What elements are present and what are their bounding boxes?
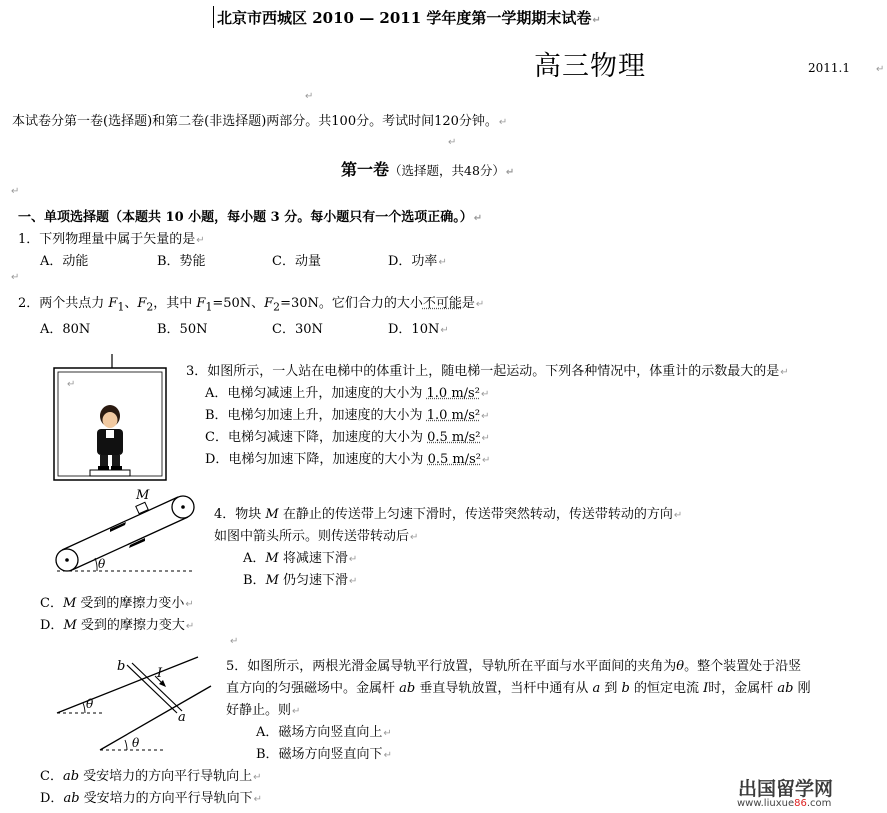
q3-option-d: D．电梯匀加速下降，加速度的大小为 0.5 m/s²↵	[205, 452, 491, 467]
q1-option-c: C．动量	[272, 254, 321, 269]
question-5-stem: 5．如图所示，两根光滑金属导轨平行放置，导轨所在平面与水平面间的夹角为θ。整个装置处于沿竖	[226, 659, 802, 674]
q1-option-d: D．功率↵	[388, 254, 447, 269]
question-3-stem: 3．如图所示，一人站在电梯中的体重计上，随电梯一起运动。下列各种情况中，体重计的示数最大的是↵	[186, 364, 789, 379]
q4-option-d: D．M 受到的摩擦力变大↵	[40, 618, 195, 633]
q5-option-a: A．磁场方向竖直向上↵	[256, 725, 392, 740]
fig5-theta-label-2: θ	[132, 736, 140, 750]
q4-option-c: C．M 受到的摩擦力变小↵	[40, 596, 194, 611]
text-cursor	[213, 6, 214, 28]
q4-option-b: B．M 仍匀速下滑↵	[243, 573, 358, 588]
fig4-theta-label: θ	[98, 557, 106, 571]
paragraph-mark: ↵	[67, 379, 76, 390]
q3-option-a: A．电梯匀减速上升，加速度的大小为 1.0 m/s²↵	[205, 386, 490, 401]
volume-title: 第一卷（选择题，共48分）↵	[341, 160, 515, 179]
intro-text: 本试卷分第一卷(选择题)和第二卷(非选择题)两部分。共100分。考试时间120分钟。↵	[12, 114, 508, 129]
q2-option-b: B．50N	[157, 322, 208, 337]
subject-title: 高三物理	[534, 51, 646, 82]
paragraph-mark: ↵	[11, 272, 20, 283]
fig5-a-label: a	[178, 710, 186, 725]
fig4-m-label: M	[136, 488, 150, 503]
fig5-current-label: I	[157, 666, 163, 681]
question-2-stem: 2．两个共点力 $F_1$、$F_2$，其中 $F_1=50N$、$F_2=30N$。它们合力的大小不可能是↵	[18, 296, 485, 314]
q3-option-b: B．电梯匀加速上升，加速度的大小为 1.0 m/s²↵	[205, 408, 490, 423]
fig5-theta-label-1: θ	[86, 697, 94, 711]
q5-option-c: C．ab 受安培力的方向平行导轨向上↵	[40, 769, 262, 784]
q3-option-c: C．电梯匀减速下降，加速度的大小为 0.5 m/s²↵	[205, 430, 490, 445]
q5-option-d: D．ab 受安培力的方向平行导轨向下↵	[40, 791, 263, 806]
conveyor-belt-figure	[55, 485, 215, 580]
q2-option-a: A．80N	[40, 322, 91, 337]
elevator-figure	[50, 352, 170, 484]
paragraph-mark: ↵	[305, 91, 314, 102]
fig5-b-label: b	[117, 659, 126, 674]
q2-option-c: C．30N	[272, 322, 323, 337]
watermark-url: www.liuxue86.com	[737, 798, 832, 809]
exam-date: 2011.1 ↵	[808, 61, 885, 75]
section-heading: 一、单项选择题（本题共 10 小题，每小题 3 分。每小题只有一个选项正确。）↵	[18, 210, 483, 225]
q2-option-d: D．10N↵	[388, 322, 449, 337]
q5-option-b: B．磁场方向竖直向下↵	[256, 747, 392, 762]
paragraph-mark: ↵	[448, 137, 457, 148]
question-5-stem-line2: 直方向的匀强磁场中。金属杆 ab 垂直导轨放置，当杆中通有从 a 到 b 的恒定电流 I时，金属杆 ab 刚	[226, 681, 811, 696]
watermark-logo: 出国留学网	[738, 778, 834, 800]
paragraph-mark: ↵	[230, 636, 239, 647]
question-5-stem-line3: 好静止。则↵	[226, 703, 301, 718]
exam-title: 北京市西城区 2010 — 2011 学年度第一学期期末试卷↵	[217, 9, 601, 27]
q1-option-a: A．动能	[40, 254, 89, 269]
question-4-stem-line2: 如图中箭头所示。则传送带转动后↵	[214, 529, 419, 544]
paragraph-mark: ↵	[11, 186, 20, 197]
question-1-stem: 1．下列物理量中属于矢量的是↵	[18, 232, 205, 247]
q4-option-a: A．M 将减速下滑↵	[243, 551, 358, 566]
q1-option-b: B．势能	[157, 254, 206, 269]
question-4-stem: 4．物块 M 在静止的传送带上匀速下滑时，传送带突然转动，传送带转动的方向↵	[214, 507, 683, 522]
